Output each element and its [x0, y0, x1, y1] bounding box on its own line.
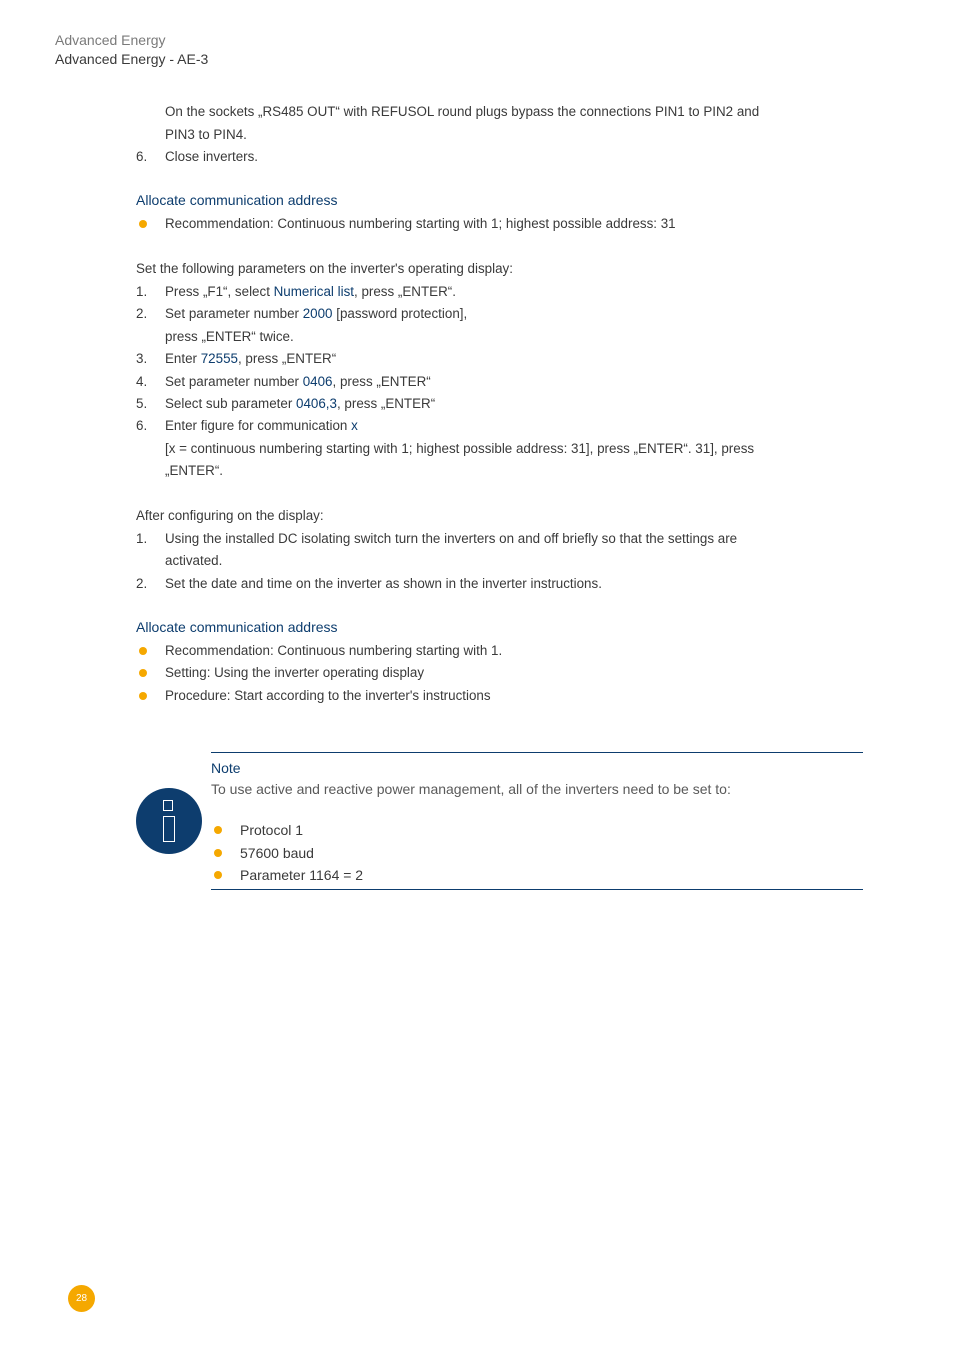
note-bottom-divider — [211, 889, 863, 890]
section-heading: Allocate communication address — [136, 619, 338, 635]
section-heading: Allocate communication address — [136, 192, 338, 208]
bullet-icon — [139, 692, 147, 700]
note-title: Note — [211, 760, 241, 776]
bullet-icon — [139, 669, 147, 677]
after-intro: After configuring on the display: — [136, 508, 324, 523]
bullet-icon — [214, 826, 222, 834]
note-top-divider — [211, 752, 863, 753]
page-number: 28 — [68, 1285, 95, 1312]
header-brand: Advanced Energy — [55, 32, 166, 48]
bullet-icon — [139, 647, 147, 655]
bullet-icon — [214, 849, 222, 857]
params-intro: Set the following parameters on the inverter's operating display: — [136, 261, 513, 276]
bullet-icon — [214, 871, 222, 879]
bullet-icon — [139, 220, 147, 228]
header-section: Advanced Energy - AE-3 — [55, 51, 209, 67]
note-text: To use active and reactive power management, all of the inverters need to be set to: — [211, 781, 731, 797]
info-icon — [136, 788, 202, 854]
